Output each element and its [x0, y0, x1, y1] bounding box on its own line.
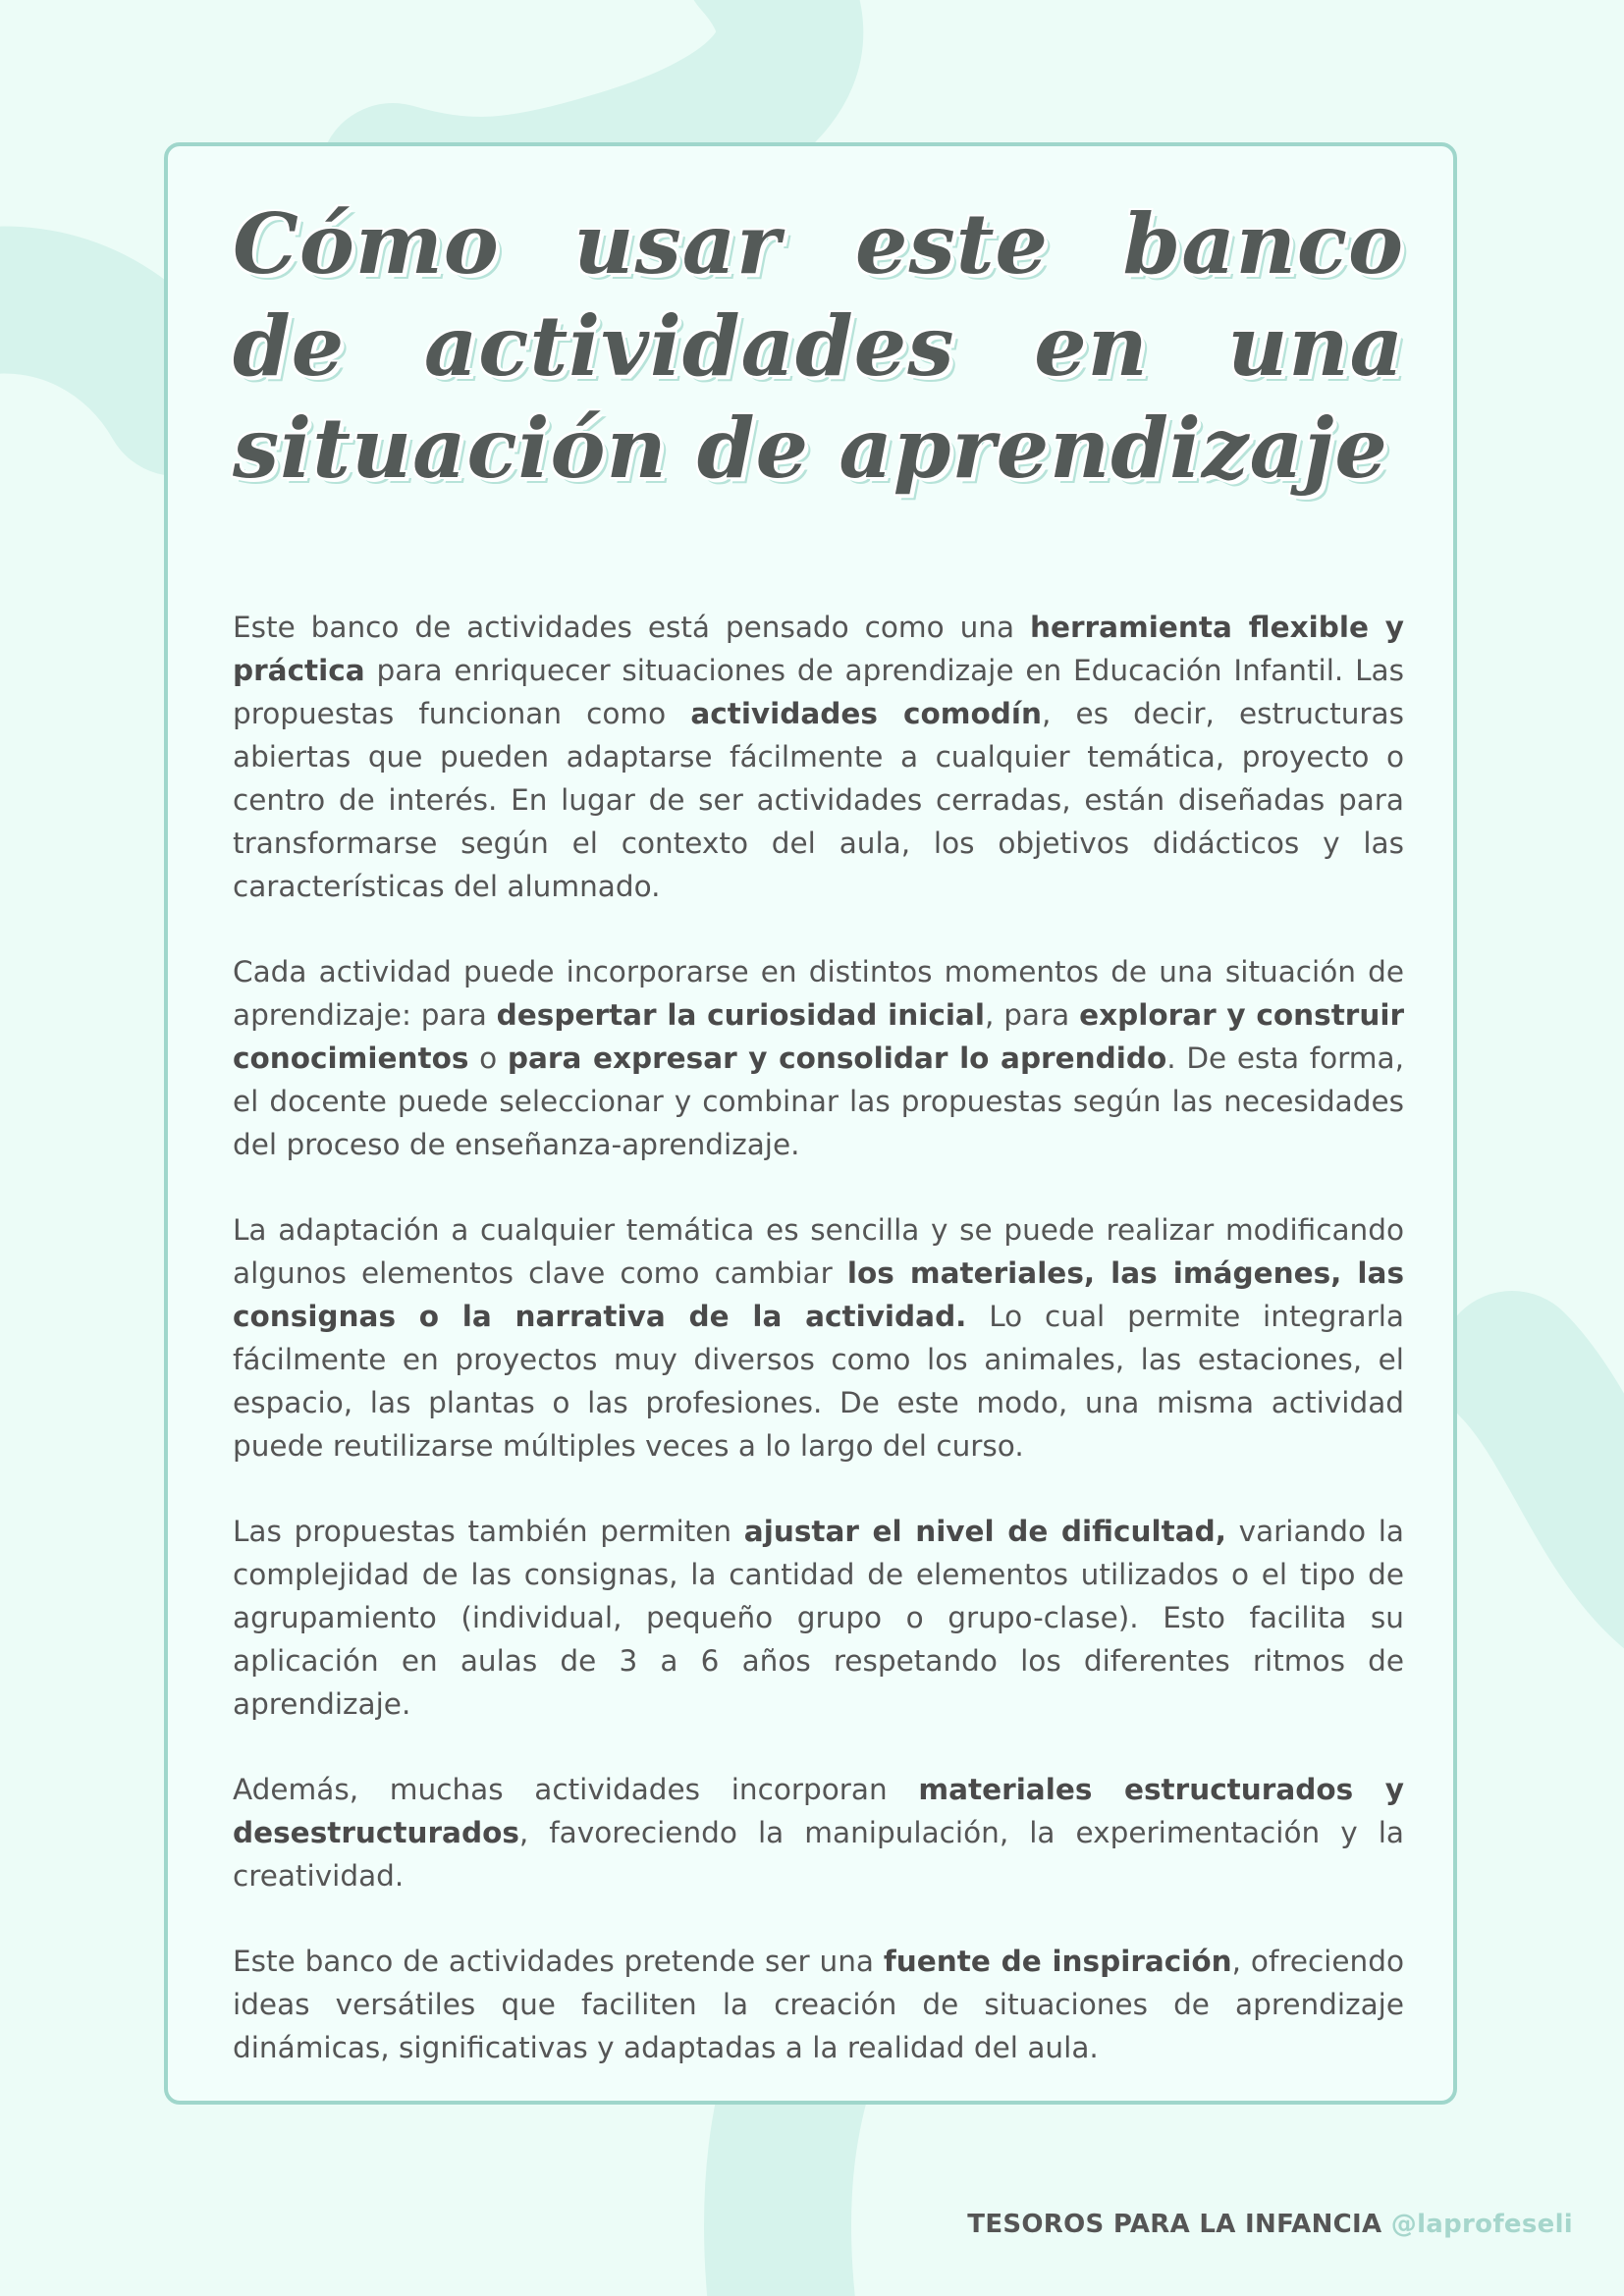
body-text	[233, 606, 1404, 2111]
text-run: variando la complejidad de las consignas, la cantidad de elementos utilizados o el tipo de agrupamiento (individual, pequeño grupo o grupo-clase). Esto facilita su aplicación en aulas de 3 a 6 años respetando los diferentes ritmos de aprendizaje.	[233, 1515, 1404, 1721]
bold-phrase: materiales estructurados y desestructurados	[233, 1773, 1404, 1849]
text-run: , ofreciendo ideas versátiles que faciliten la creación de situaciones de aprendizaje dinámicas, significativas y adaptadas a la realidad del aula.	[233, 1945, 1405, 2064]
text-run: , es decir, estructuras abiertas que pueden adaptarse fácilmente a cualquier temática, proyecto o centro de interés. En lugar de ser actividades cerradas, están diseñadas para transformarse según el contexto del aula, los objetivos didácticos y las características del alumnado.	[233, 697, 1404, 903]
footer-handle: @laprofeseli	[1390, 2210, 1573, 2239]
bold-phrase: para expresar y consolidar lo aprendido	[507, 1041, 1167, 1075]
paragraph	[233, 1768, 1404, 1897]
footer-brand: TESOROS PARA LA INFANCIA	[967, 2210, 1391, 2239]
bold-phrase: actividades comodín	[690, 697, 1042, 730]
text-run: Cada actividad puede incorporarse en distintos momentos de una situación de aprendizaje: para	[233, 955, 1404, 1032]
paragraph	[233, 1940, 1404, 2069]
text-run: para enriquecer situaciones de aprendizaje en Educación Infantil. Las propuestas funcionan como	[233, 654, 1404, 730]
bold-phrase: fuente de inspiración	[883, 1945, 1232, 1978]
text-run: o	[468, 1041, 508, 1075]
paragraph	[233, 606, 1404, 908]
text-run: Además, muchas actividades incorporan	[233, 1773, 919, 1806]
page-title: Cómo usar este banco de actividades en una situación de aprendizaje	[233, 195, 1404, 497]
content-card	[164, 142, 1457, 2105]
bold-phrase: los materiales, las imágenes, las consignas o la narrativa de la actividad.	[233, 1256, 1404, 1333]
text-run: Las propuestas también permiten	[233, 1515, 744, 1548]
paragraph	[233, 1510, 1404, 1726]
text-run: , para	[984, 998, 1080, 1032]
bold-phrase: despertar la curiosidad inicial	[496, 998, 985, 1032]
bold-phrase: explorar y construir conocimientos	[233, 998, 1405, 1075]
footer	[967, 2210, 1573, 2239]
text-run: Lo cual permite integrarla fácilmente en proyectos muy diversos como los animales, las estaciones, el espacio, las plantas o las profesiones. De este modo, una misma actividad puede reutilizarse múltiples veces a lo largo del curso.	[233, 1300, 1404, 1463]
text-run: La adaptación a cualquier temática es sencilla y se puede realizar modificando algunos elementos clave como cambiar	[233, 1213, 1404, 1290]
paragraph	[233, 1208, 1404, 1468]
text-run: Este banco de actividades pretende ser una	[233, 1945, 884, 1978]
text-run: Este banco de actividades está pensado como una	[233, 611, 1030, 644]
paragraph	[233, 950, 1404, 1166]
bold-phrase: herramienta flexible y práctica	[233, 611, 1404, 687]
text-run: . De esta forma, el docente puede seleccionar y combinar las propuestas según las necesidades del proceso de enseñanza-aprendizaje.	[233, 1041, 1404, 1161]
bold-phrase: ajustar el nivel de dificultad,	[743, 1515, 1226, 1548]
text-run: , favoreciendo la manipulación, la experimentación y la creatividad.	[233, 1816, 1404, 1893]
